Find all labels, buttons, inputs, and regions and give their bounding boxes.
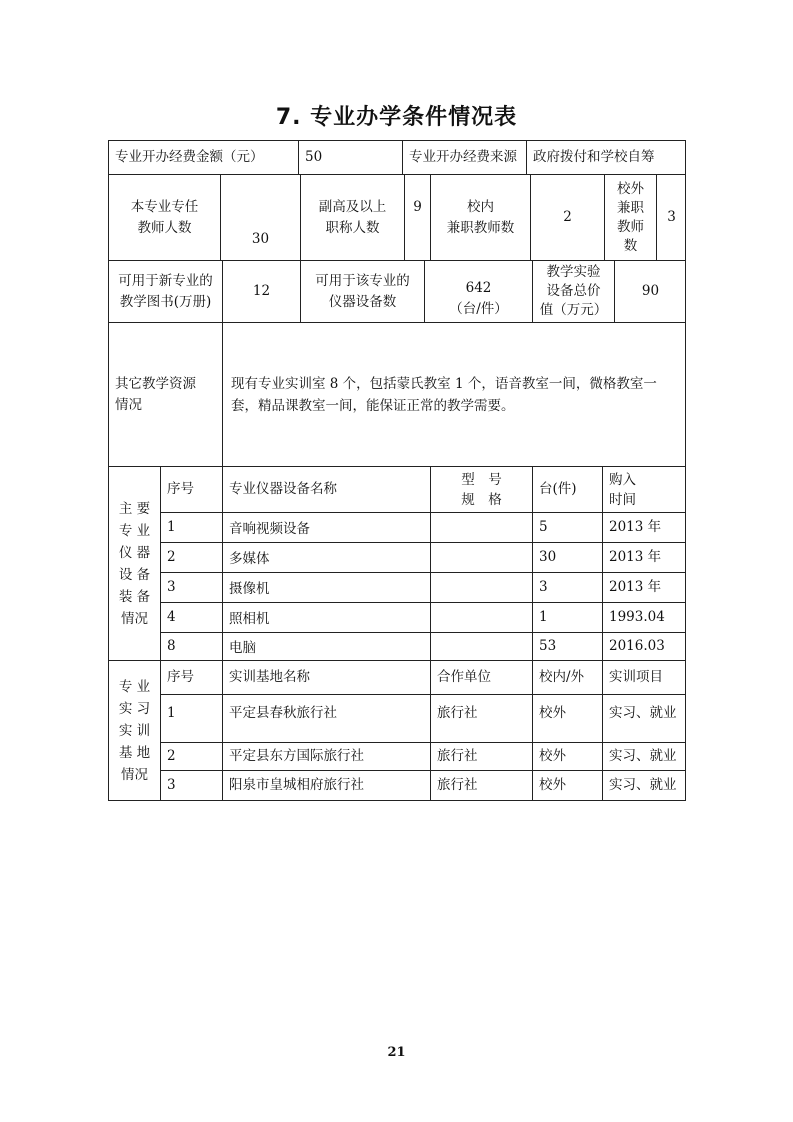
equipment-row-model [430,542,532,572]
training-row-partner: 旅行社 [430,694,532,742]
equipment-row-model [430,572,532,602]
equipment-value-value: 90 [614,260,686,322]
books-value: 12 [222,260,300,322]
equipment-row-qty: 30 [532,542,602,572]
equipment-row-no: 2 [160,542,222,572]
funding-label: 专业开办经费金额（元） [108,140,298,174]
parttime-outschool-value: 3 [656,174,686,260]
equipment-row-name: 照相机 [222,602,430,632]
equipment-row-time: 2013 年 [602,512,686,542]
training-row-no: 1 [160,694,222,742]
equipment-row-no: 8 [160,632,222,660]
training-row-project: 实习、就业 [602,694,686,742]
training-header-name: 实训基地名称 [222,660,430,694]
training-row-location: 校外 [532,770,602,800]
equipment-row-name: 电脑 [222,632,430,660]
page-title: 7. 专业办学条件情况表 [275,105,518,130]
equipment-header-time: 购入 时间 [602,466,686,512]
equipment-row-model [430,632,532,660]
teachers-label: 本专业专任 教师人数 [108,174,220,260]
equipment-row-time: 2013 年 [602,542,686,572]
parttime-outschool-label: 校外 兼职 教师 数 [604,174,656,260]
training-row-no: 3 [160,770,222,800]
training-header-no: 序号 [160,660,222,694]
training-header-partner: 合作单位 [430,660,532,694]
equipment-count-label: 可用于该专业的 仪器设备数 [300,260,424,322]
equipment-row-no: 3 [160,572,222,602]
equipment-row-model [430,602,532,632]
equipment-row-model [430,512,532,542]
equipment-count-value: 642 （台/件） [424,260,532,322]
training-row-partner: 旅行社 [430,770,532,800]
books-label: 可用于新专业的 教学图书(万册) [108,260,222,322]
senior-title-label: 副高及以上 职称人数 [300,174,404,260]
equipment-row-no: 1 [160,512,222,542]
teachers-value: 30 [220,174,300,260]
equipment-value-label: 教学实验 设备总价 值（万元） [532,260,614,322]
equipment-header-name: 专业仪器设备名称 [222,466,430,512]
funding-source-value: 政府拨付和学校自筹 [526,140,686,174]
equipment-row-qty: 5 [532,512,602,542]
training-row-location: 校外 [532,694,602,742]
training-row-partner: 旅行社 [430,742,532,770]
equipment-header-no: 序号 [160,466,222,512]
equipment-row-time: 1993.04 [602,602,686,632]
senior-title-value: 9 [404,174,430,260]
equipment-row-time: 2016.03 [602,632,686,660]
parttime-inschool-label: 校内 兼职教师数 [430,174,530,260]
training-section-label: 专 业 实 习 实 训 基 地 情况 [108,660,160,800]
training-row-no: 2 [160,742,222,770]
equipment-section-label: 主 要 专 业 仪 器 设 备 装 备 情况 [108,466,160,660]
table-right-border [685,140,686,800]
equipment-row-name: 音响视频设备 [222,512,430,542]
equipment-row-name: 摄像机 [222,572,430,602]
other-resources-text: 现有专业实训室 8 个，包括蒙氏教室 1 个，语音教室一间，微格教室一套，精品课教室一间，能保证正常的教学需要。 [222,322,686,466]
equipment-row-name: 多媒体 [222,542,430,572]
training-row-location: 校外 [532,742,602,770]
page-number: 21 [387,1045,406,1060]
equipment-row-qty: 3 [532,572,602,602]
equipment-header-qty: 台(件) [532,466,602,512]
training-row-name: 平定县春秋旅行社 [222,694,430,742]
parttime-inschool-value: 2 [530,174,604,260]
training-row-project: 实习、就业 [602,770,686,800]
table-bottom-border [108,800,686,801]
other-resources-label: 其它教学资源 情况 [108,322,222,466]
funding-value: 50 [298,140,402,174]
funding-source-label: 专业开办经费来源 [402,140,526,174]
equipment-row-no: 4 [160,602,222,632]
equipment-row-qty: 53 [532,632,602,660]
training-header-project: 实训项目 [602,660,686,694]
equipment-header-model: 型 号 规 格 [430,466,532,512]
equipment-row-time: 2013 年 [602,572,686,602]
equipment-row-qty: 1 [532,602,602,632]
training-header-location: 校内/外 [532,660,602,694]
training-row-project: 实习、就业 [602,742,686,770]
training-row-name: 平定县东方国际旅行社 [222,742,430,770]
training-row-name: 阳泉市皇城相府旅行社 [222,770,430,800]
